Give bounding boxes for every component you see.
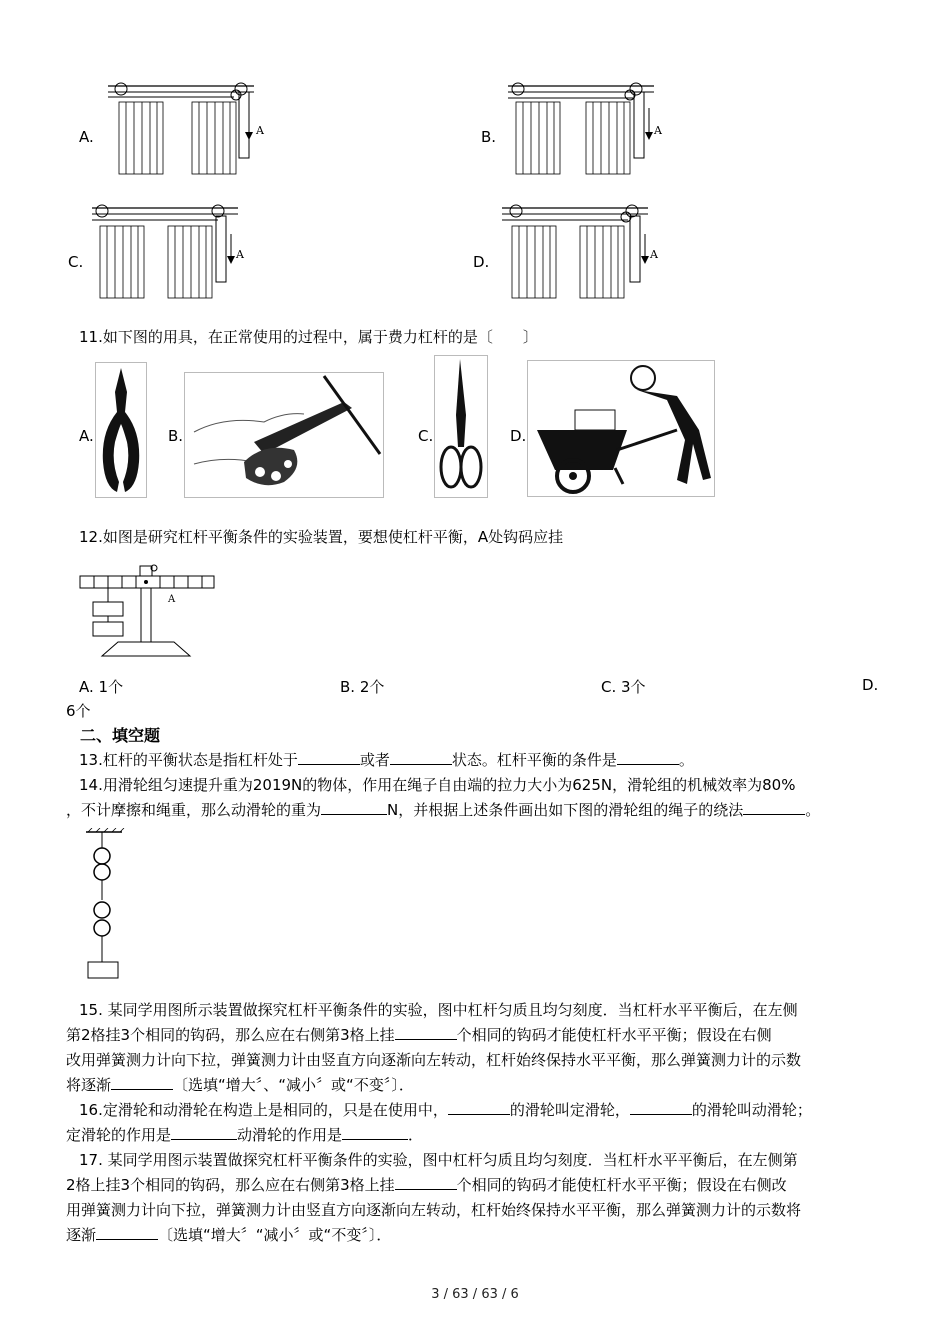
figure-label-a: A	[168, 594, 176, 605]
curtain-diagram-b	[504, 78, 674, 178]
q13-text-1: 13.杠杆的平衡状态是指杠杆处于	[79, 751, 298, 769]
q15-blank-1[interactable]	[395, 1023, 457, 1040]
q15-line-1: 15. 某同学用图所示装置做探究杠杆平衡条件的实验，图中杠杆匀质且均匀刻度．当杠杆水平平衡后，在左侧	[79, 1001, 798, 1019]
option-b-label: B.	[481, 128, 497, 146]
option-a-label: A.	[79, 128, 94, 146]
q12-option-a: A. 1个	[79, 678, 124, 696]
wheelbarrow-image	[527, 360, 715, 497]
q16-text-2b: 动滑轮的作用是	[237, 1126, 343, 1144]
q16-blank-3[interactable]	[171, 1123, 237, 1140]
q14-text-2a: ，不计摩擦和绳重，那么动滑轮的重为	[66, 801, 322, 819]
section-heading: 二、填空题	[80, 726, 161, 745]
q15-line-3: 改用弹簧测力计向下拉，弹簧测力计由竖直方向逐渐向左转动，杠杆始终保持水平平衡，那么弹簧测力计的示数	[66, 1051, 802, 1069]
clamp-tool-image	[184, 372, 384, 498]
arrow-label-b: A	[654, 124, 662, 137]
q16-text-2c: ．	[408, 1126, 424, 1144]
q15-text-4b: 〔选填“增大〞、“减小〞或“不变〞〕．	[173, 1076, 414, 1094]
page-number: 3 / 63 / 63 / 6	[431, 1287, 519, 1302]
q17-blank-2[interactable]	[96, 1223, 158, 1240]
q12-option-d-wrap: 6个	[66, 702, 91, 720]
q12-option-c: C. 3个	[601, 678, 646, 696]
q13-blank-2[interactable]	[390, 748, 452, 765]
q11-option-b-label: B.	[168, 427, 184, 445]
q15-text-4a: 将逐渐	[66, 1076, 112, 1094]
q11-option-d-label: D.	[510, 427, 527, 445]
q17-text-2b: 个相同的钩码才能使杠杆水平平衡；假设在右侧改	[456, 1176, 787, 1194]
q14-line-1: 14.用滑轮组匀速提升重为2019N的物体，作用在绳子自由端的拉力大小为625N，滑轮组的机械效率为80%	[79, 776, 796, 794]
q17-text-2a: 2格上挂3个相同的钩码，那么应在右侧第3格上挂	[66, 1176, 395, 1194]
q12-stem: 12.如图是研究杠杆平衡条件的实验装置，要想使杠杆平衡，A处钩码应挂	[79, 528, 564, 546]
q13-text-4: 。	[678, 751, 694, 769]
option-d-label: D.	[473, 253, 490, 271]
q14-text-2b: N，并根据上述条件画出如下图的滑轮组的绳子的绕法	[387, 801, 744, 819]
arrow-label-a: A	[256, 124, 264, 137]
q14-text-2c: 。	[805, 801, 821, 819]
q15-blank-2[interactable]	[111, 1073, 173, 1090]
q17-text-4a: 逐渐	[66, 1226, 97, 1244]
q17-line-1: 17. 某同学用图示装置做探究杠杆平衡条件的实验，图中杠杆匀质且均匀刻度．当杠杆水平平衡后，在左侧第	[79, 1151, 798, 1169]
q16-blank-1[interactable]	[448, 1098, 510, 1115]
q17-text-4b: 〔选填“增大〞“减小〞或“不变〞〕．	[158, 1226, 392, 1244]
curtain-diagram-d	[498, 200, 668, 302]
q13-text-3: 状态。杠杆平衡的条件是	[451, 751, 617, 769]
option-c-label: C.	[68, 253, 84, 271]
scissors-image	[434, 355, 488, 498]
q16-blank-4[interactable]	[342, 1123, 408, 1140]
q11-option-c-label: C.	[418, 427, 434, 445]
curtain-diagram-c	[88, 200, 258, 302]
q11-stem: 11.如下图的用具，在正常使用的过程中，属于费力杠杆的是〔 〕	[79, 328, 538, 346]
q17-line-3: 用弹簧测力计向下拉，弹簧测力计由竖直方向逐渐向左转动，杠杆始终保持水平平衡，那么弹簧测力计的示数将	[66, 1201, 802, 1219]
q12-option-d: D.	[862, 676, 879, 694]
q15-text-2a: 第2格挂3个相同的钩码，那么应在右侧第3格上挂	[66, 1026, 395, 1044]
q15-line-2	[66, 1023, 896, 1048]
q14-blank-1[interactable]	[321, 798, 387, 815]
q13-line	[79, 748, 909, 773]
q14-line-2	[66, 798, 896, 823]
q14-blank-2[interactable]	[743, 798, 805, 815]
q16-text-1c: 的滑轮叫动滑轮；	[691, 1101, 812, 1119]
pliers-image	[95, 362, 147, 498]
pulley-system-figure	[82, 828, 132, 984]
q16-line-1	[79, 1098, 909, 1123]
q11-option-a-label: A.	[79, 427, 94, 445]
q16-blank-2[interactable]	[630, 1098, 692, 1115]
q16-text-2a: 定滑轮的作用是	[66, 1126, 172, 1144]
q16-line-2	[66, 1123, 896, 1148]
q16-text-1a: 16.定滑轮和动滑轮在构造上是相同的，只是在使用中，	[79, 1101, 448, 1119]
q15-line-4	[66, 1073, 896, 1098]
curtain-diagram-a	[104, 78, 274, 178]
q13-blank-3[interactable]	[617, 748, 679, 765]
q17-blank-1[interactable]	[395, 1173, 457, 1190]
arrow-label-d: A	[650, 248, 658, 261]
q12-option-b: B. 2个	[340, 678, 385, 696]
arrow-label-c: A	[236, 248, 244, 261]
q13-text-2: 或者	[359, 751, 390, 769]
q16-text-1b: 的滑轮叫定滑轮，	[509, 1101, 630, 1119]
q17-line-2	[66, 1173, 896, 1198]
q15-text-2b: 个相同的钩码才能使杠杆水平平衡；假设在右侧	[456, 1026, 772, 1044]
q13-blank-1[interactable]	[298, 748, 360, 765]
q17-line-4	[66, 1223, 896, 1248]
lever-apparatus-figure	[78, 562, 218, 662]
